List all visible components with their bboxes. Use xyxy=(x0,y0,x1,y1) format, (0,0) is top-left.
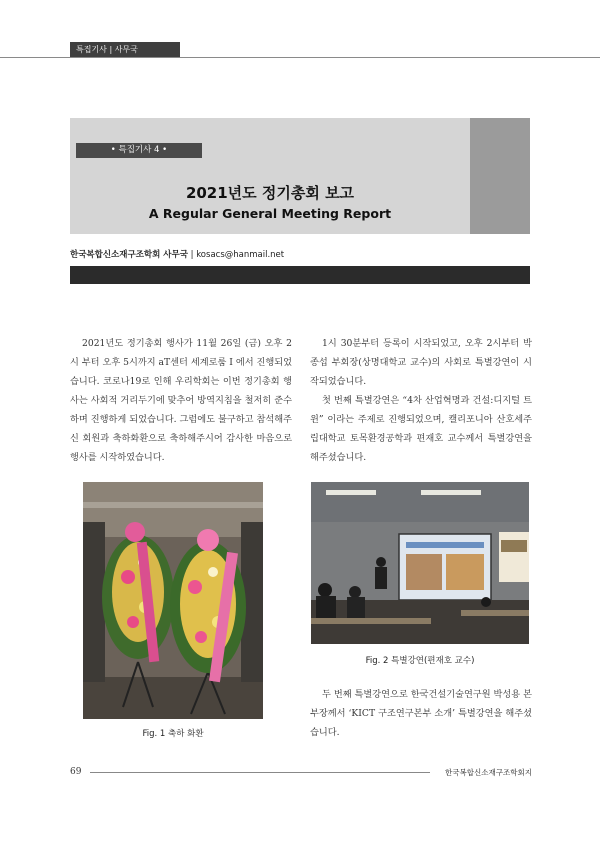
paragraph-intro: 2021년도 정기총회 행사가 11월 26일 (금) 오후 2시 부터 오후 5시까지 aT센터 세계로룸 I 에서 진행되었습니다. 코로나19로 인해 우리학회는 이번 정기총회 행사는 사회적 거리두기에 맞추어 방역지침을 철저히 준수하며 진행하게 되었습니다. 그럼에도 불구하고 참석해주신 회원과 축하화환으로 축하해주시어 감사한 마음으로 행사를 시작하였습니다. xyxy=(70,338,292,463)
wreath-photo-image xyxy=(83,482,263,719)
article-title-english: A Regular General Meeting Report xyxy=(148,206,392,221)
figure-2-photo xyxy=(311,482,529,644)
title-panel-accent xyxy=(470,118,530,234)
body-column-left xyxy=(70,334,292,467)
body-column-right-lower xyxy=(310,685,532,742)
author-line xyxy=(70,248,530,260)
header-rule xyxy=(0,57,600,58)
author-bar xyxy=(70,266,530,284)
figure-2-caption: Fig. 2 특별강연(편재호 교수) xyxy=(365,656,475,666)
journal-name: 한국복합신소재구조학회지 xyxy=(445,768,532,777)
lecture-photo-image xyxy=(311,482,529,644)
section-tag: • 특집기사 4 • xyxy=(76,143,202,158)
page-number: 69 xyxy=(70,767,82,777)
author-organization: 한국복합신소재구조학회 사무국 xyxy=(70,250,188,260)
body-column-right xyxy=(310,334,532,467)
paragraph-second-lecture: 두 번째 특별강연으로 한국건설기술연구원 박성용 본부장께서 ‘KICT 구조연구본부 소개’ 특별강연을 해주셨습니다. xyxy=(310,689,532,738)
paragraph-registration: 1시 30분부터 등록이 시작되었고, 오후 2시부터 박종섭 부회장(상명대학교 교수)의 사회로 특별강연이 시작되었습니다. xyxy=(310,338,532,387)
paragraph-first-lecture: 첫 번째 특별강연은 “4차 산업혁명과 건설:디지털 트윈” 이라는 주제로 진행되었으며, 캘리포니아 산호세주립대학교 토목환경공학과 편재호 교수께서 특별강연을 해주셨습니다. xyxy=(310,395,532,463)
figure-1-photo xyxy=(83,482,263,719)
author-email: | kosacs@hanmail.net xyxy=(187,250,285,260)
figure-1-caption: Fig. 1 축하 화환 xyxy=(142,729,204,739)
footer-rule xyxy=(90,772,430,773)
article-title-korean: 2021년도 정기총회 보고 xyxy=(185,184,355,202)
running-header: 특집기사 | 사무국 xyxy=(70,42,180,57)
